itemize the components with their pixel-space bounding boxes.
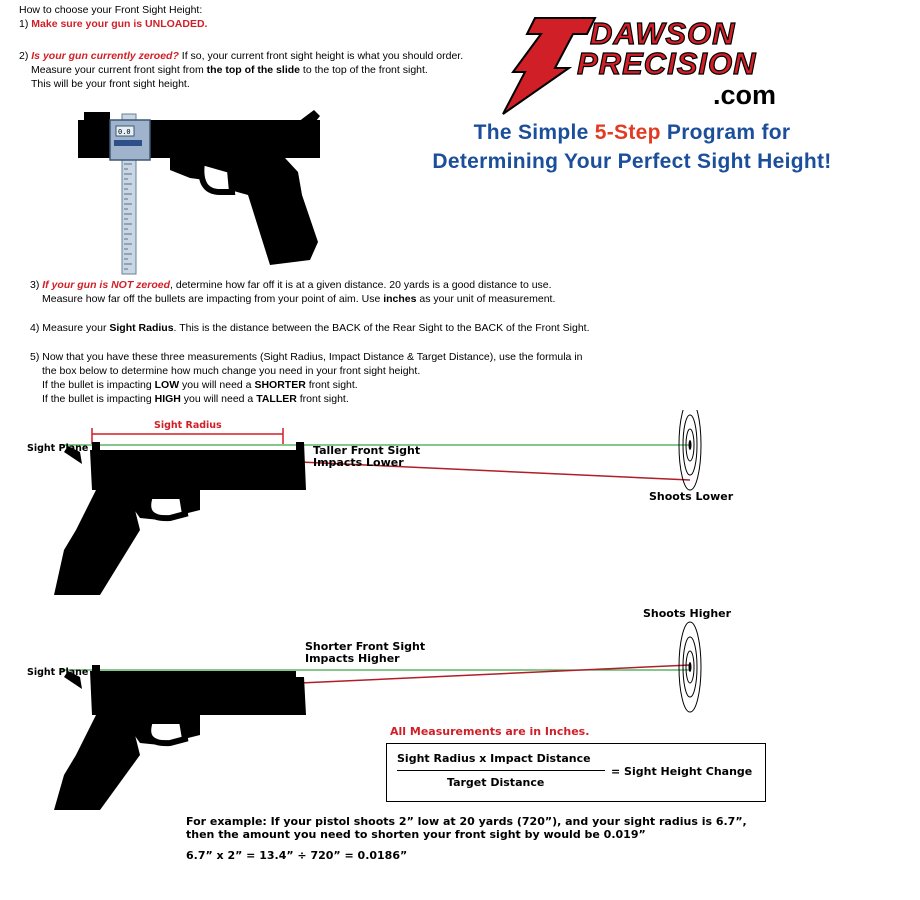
dawson-precision-logo [495,12,835,117]
step-2: 2) Is your gun currently zeroed? If so, your current front sight height is what you should order. [19,50,464,62]
logo-line-2: PRECISION [577,46,757,81]
svg-text:0.0: 0.0 [118,128,131,136]
formula-numerator: Sight Radius x Impact Distance [397,752,591,765]
step-5-line-4: If the bullet is impacting HIGH you will need a TALLER front sight. [42,393,349,405]
instructions-title: How to choose your Front Sight Height: [19,4,203,16]
logo-line-3: .com [713,80,777,110]
step-4: 4) Measure your Sight Radius. This is the distance between the BACK of the Rear Sight to the BACK of the Front Sight. [30,322,590,334]
formula-fraction-bar [397,770,605,771]
diagram-taller-sight [0,410,920,610]
sight-radius-label: Sight Radius [154,420,222,431]
example-line-1: For example: If your pistol shoots 2” low at 20 yards (720”), and your sight radius is 6.7”, [186,815,747,828]
example-line-2: then the amount you need to shorten your front sight by would be 0.019” [186,828,646,841]
units-note: All Measurements are in Inches. [390,725,590,738]
caliper-icon [110,114,150,274]
logo-line-1: DAWSON [590,16,736,51]
shorter-sight-note: Shorter Front Sight Impacts Higher [305,640,426,665]
step-3: 3) If your gun is NOT zeroed, determine how far off it is at a given distance. 20 yards is a good distance to use. [30,279,552,291]
sight-plane-label-1: Sight Plane [27,443,89,454]
step-3-line-2: Measure how far off the bullets are impacting from your point of aim. Use inches as your unit of measurement. [42,293,556,305]
target-icon [679,410,701,490]
step-1: 1) Make sure your gun is UNLOADED. [19,18,208,30]
sight-plane-label-2: Sight Plane [27,667,89,678]
shoots-higher-label: Shoots Higher [643,607,732,620]
headline-line-1: The Simple 5-Step Program for [473,121,791,144]
step-2-line-2: Measure your current front sight from the top of the slide to the top of the front sight. [31,64,428,76]
shoots-lower-label: Shoots Lower [649,490,734,503]
step-2-line-3: This will be your front sight height. [31,78,190,90]
taller-sight-note: Taller Front Sight Impacts Lower [313,444,421,469]
formula-box [386,743,766,802]
step-5: 5) Now that you have these three measurements (Sight Radius, Impact Distance & Target Distance), use the formula in [30,351,583,363]
pistol-silhouette [54,442,306,595]
impact-line [300,665,690,683]
target-icon [679,622,701,712]
step-5-line-3: If the bullet is impacting LOW you will need a SHORTER front sight. [42,379,358,391]
headline-line-2: Determining Your Perfect Sight Height! [432,150,832,173]
formula-denominator: Target Distance [447,776,545,789]
pistol-caliper-illustration [70,100,340,275]
example-calculation: 6.7” x 2” = 13.4” ÷ 720” = 0.0186” [186,849,408,862]
worked-example [186,815,747,862]
step-5-line-2: the box below to determine how much change you need in your front sight height. [42,365,421,377]
headline [372,118,892,176]
pistol-silhouette [54,665,306,810]
formula-result: = Sight Height Change [611,765,753,778]
